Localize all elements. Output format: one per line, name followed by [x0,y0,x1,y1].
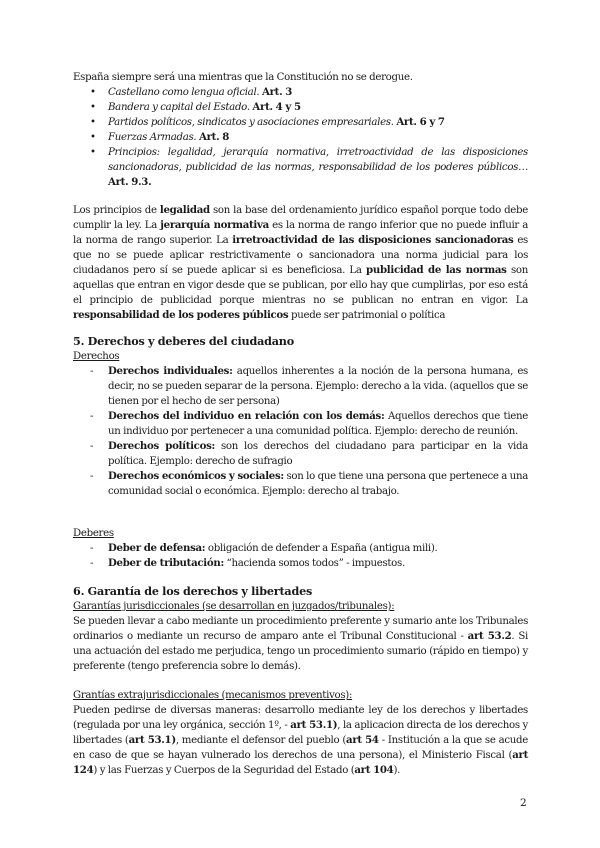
list-item: - Derechos del individuo en relación con los demás: Aquellos derechos que tiene un individuo por pertenecer a una comunidad política. Ejemplo: derecho de reunión. [73,409,528,439]
jurisdiccionales-label: Garantías jurisdiccionales (se desarrollan en juzgados/tribunales): [73,601,395,612]
list-item: - Derechos individuales: aquellos inherentes a la noción de la persona humana, es decir, no se pueden separar de la persona. Ejemplo: derecho a la vida. (aquellos que se tienen por el hecho de ser persona) [73,364,528,409]
list-item: - Derechos económicos y sociales: son lo que tiene una persona que pertenece a una comunidad social o económica. Ejemplo: derecho al trabajo. [73,469,528,499]
jurisdiccionales-paragraph: Se pueden llevar a cabo mediante un procedimiento preferente y sumario ante los Tribunales ordinarios o mediante un recurso de amparo ante el Tribunal Constitucional - art 53.2. Si una actuación del estado me perjudica, tengo un procedimiento sumario (rápido en tiempo) y preferente (tengo preferencia sobre lo demás). [73,616,528,672]
list-item: - Deber de defensa: obligación de defender a España (antigua mili). [73,541,528,556]
derechos-list [73,364,528,499]
list-item: • Principios: legalidad, jerarquía normativa, irretroactividad de las disposiciones sancionadoras, publicidad de las normas, responsabilidad de los poderes públicos… Art. 9.3. [73,145,528,190]
deberes-list [73,541,528,571]
page-number: 2 [520,797,527,809]
list-item: • Fuerzas Armadas. Art. 8 [73,130,528,145]
list-item: • Partidos políticos, sindicatos y asociaciones empresariales. Art. 6 y 7 [73,115,528,130]
derechos-label: Derechos [73,351,120,362]
list-item: - Derechos políticos: son los derechos del ciudadano para participar en la vida política. Ejemplo: derecho de sufragio [73,439,528,469]
list-item: - Deber de tributación: “hacienda somos todos” - impuestos. [73,556,528,571]
list-item: • Bandera y capital del Estado. Art. 4 y 5 [73,100,528,115]
section-5-heading: 5. Derechos y deberes del ciudadano [73,334,295,348]
section-6-heading: 6. Garantía de los derechos y libertades [73,584,313,598]
intro-line: España siempre será una mientras que la Constitución no se derogue. [73,72,413,83]
deberes-label: Deberes [73,528,114,539]
extrajurisdiccionales-paragraph: Pueden pedirse de diversas maneras: desarrollo mediante ley de los derechos y libertades (regulada por una ley orgánica, sección 1º, - art 53.1), la aplicacion directa de los derechos y libertades (art 53.1), mediante el defensor del pueblo (art 54 - Institución a la que se acude en caso de que se hayan vulnerado los derechos de una persona), el Ministerio Fiscal (art 124) y las Fuerzas y Cuerpos de la Seguridad del Estado (art 104). [73,705,528,776]
articles-list [73,85,528,190]
list-item: • Castellano como lengua oficial. Art. 3 [73,85,528,100]
principles-paragraph: Los principios de legalidad son la base del ordenamiento jurídico español porque todo debe cumplir la ley. La jerarquía normativa es la norma de rango inferior que no puede influir a la norma de rango superior. La irretroactividad de las disposiciones sancionadoras es que no se puede aplicar restrictivamente o sancionadora una norma judicial para los ciudadanos pero sí se puede aplicar si es beneficiosa. La publicidad de las normas son aquellas que entran en vigor desde que se publican, por ello hay que cumplirlas, por eso está el principio de publicidad porque mientras no se publican no entran en vigor. La responsabilidad de los poderes públicos puede ser patrimonial o política [73,204,528,321]
extrajurisdiccionales-label: Grantías extrajurisdiccionales (mecanismos preventivos): [73,690,353,701]
